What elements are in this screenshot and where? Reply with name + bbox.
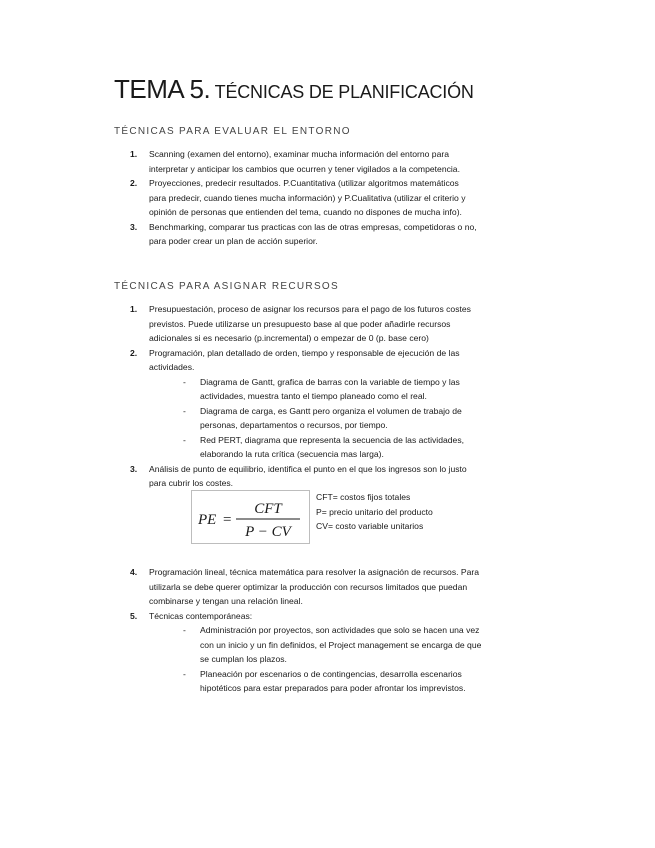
list-item [130,302,540,346]
item-line: Programación lineal, técnica matemática para resolver la asignación de recursos. Para [149,567,480,577]
item-number: 2. [130,178,138,188]
dash-bullet: - [183,376,186,387]
item-line: Análisis de punto de equilibrio, identifica el punto en el que los ingresos son lo justo [149,463,467,474]
list-item [130,346,540,462]
list-item [130,220,540,249]
item-line: previstos. Puede utilizarse un presupuesto base al que poder añadirle recursos [149,318,451,329]
contemporaneas-sublist [149,623,540,696]
item-line: actividades. [149,362,195,372]
formula-lhs: PE [198,512,217,528]
item-line: para predecir, cuando tienes mucha información) y P.Cualitativa (utilizar el criterio y [149,192,466,203]
item-line: adicionales si es necesario (p.incremental) o empezar de 0 (p. base cero) [149,333,429,343]
section-heading-evaluar: TÉCNICAS PARA EVALUAR EL ENTORNO [114,126,351,137]
item-line: opinión de personas que entienden del tema, cuando no dispones de mucha info). [149,207,462,217]
item-line: Proyecciones, predecir resultados. P.Cuantitativa (utilizar algoritmos matemáticos [149,178,459,188]
sub-item-line: Planeación por escenarios o de contingencias, desarrolla escenarios [200,668,462,679]
list-item [130,462,540,491]
dash-bullet: - [183,434,186,445]
sub-item-line: se cumplan los plazos. [200,654,287,664]
title-main: TEMA 5. [114,74,211,104]
legend-line: P= precio unitario del producto [316,506,433,517]
item-line: interpretar y anticipar los cambios que ocurren y tener vigilados a la competencia. [149,163,460,174]
list-item [130,176,540,220]
section-heading-asignar: TÉCNICAS PARA ASIGNAR RECURSOS [114,281,339,292]
formula-numerator: CFT [254,501,282,517]
programacion-sublist [149,375,540,462]
item-number: 2. [130,347,138,358]
sub-item [183,667,540,696]
formula-legend [316,490,433,534]
item-line: Presupuestación, proceso de asignar los recursos para el pago de los futuros costes [149,304,471,314]
sub-item-line: Diagrama de carga, es Gantt pero organiza el volumen de trabajo de [200,405,462,416]
break-even-formula [191,490,310,544]
item-line: Programación, plan detallado de orden, tiempo y responsable de ejecución de las [149,347,460,358]
legend-line: CFT= costos fijos totales [316,492,411,502]
item-line: utilizarla se debe querer optimizar la producción con recursos limitados que puedan [149,581,468,592]
sub-item-line: con un inicio y un fin definidos, el Project management se encarga de que [200,639,482,650]
title-sub: TÉCNICAS DE PLANIFICACIÓN [214,82,474,102]
sub-item [183,404,540,433]
sub-item-line: hipotéticos para estar preparados para poder afrontar los imprevistos. [200,683,466,693]
item-number: 3. [130,221,138,232]
asignar-list-continued [130,565,540,696]
evaluar-list [130,147,540,249]
item-line: para poder crear un plan de acción superior. [149,236,318,246]
item-number: 1. [130,149,138,159]
item-number: 4. [130,567,138,577]
item-number: 1. [130,304,138,314]
item-number: 5. [130,610,138,621]
dash-bullet: - [183,668,186,679]
list-item [130,565,540,609]
item-line: Benchmarking, comparar tus practicas con las de otras empresas, competidoras o no, [149,221,477,232]
formula-equals: = [223,512,232,528]
sub-item-line: elaborando la ruta crítica (secuencia mas larga). [200,449,384,459]
sub-item-line: Diagrama de Gantt, grafica de barras con la variable de tiempo y las [200,376,460,387]
item-line: Scanning (examen del entorno), examinar mucha información del entorno para [149,149,449,159]
sub-item-line: personas, departamentos o recursos, por tiempo. [200,420,388,430]
sub-item-line: actividades, muestra tanto el tiempo planeado como el real. [200,391,427,401]
sub-item [183,433,540,462]
item-number: 3. [130,463,138,474]
item-line: para cubrir los costes. [149,478,234,488]
sub-item [183,623,540,667]
list-item [130,147,540,176]
sub-item [183,375,540,404]
dash-bullet: - [183,405,186,416]
sub-item-line: Red PERT, diagrama que representa la secuencia de las actividades, [200,434,465,445]
dash-bullet: - [183,625,186,635]
sub-item-line: Administración por proyectos, son actividades que solo se hacen una vez [200,625,480,635]
asignar-list [130,302,540,491]
page-title [114,74,474,105]
formula-denominator: P − CV [245,524,291,540]
legend-line: CV= costo variable unitarios [316,521,424,531]
item-line: Técnicas contemporáneas: [149,610,253,621]
list-item [130,609,540,696]
item-line: combinarse y tengan una relación lineal. [149,596,303,606]
